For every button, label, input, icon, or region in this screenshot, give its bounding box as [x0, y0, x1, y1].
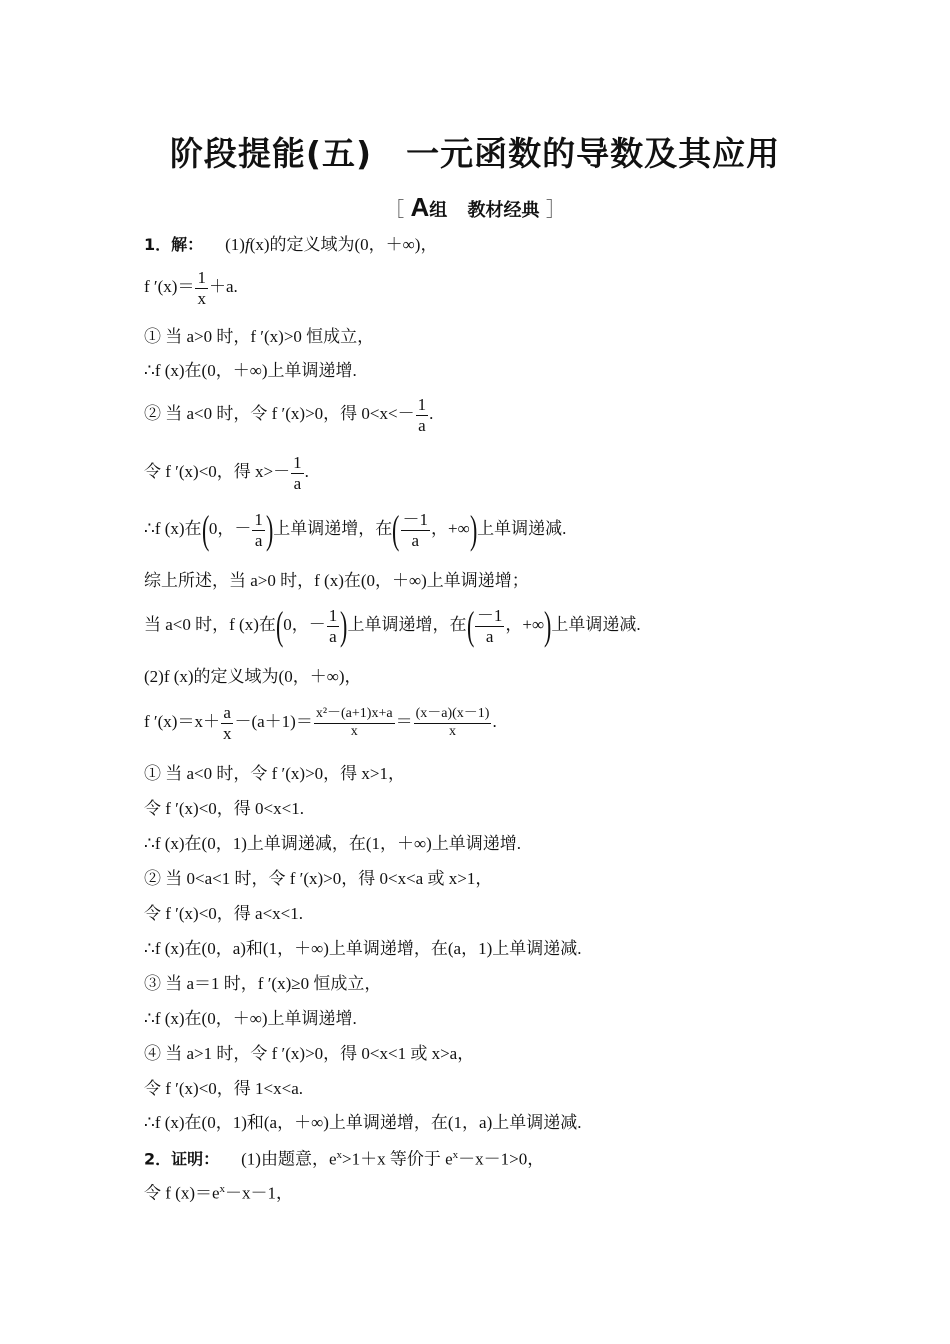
solution-line: 令 f ′(x)<0，得 a<x<1.	[144, 904, 304, 923]
solution-line: ∴f (x)在(0，a)和(1，＋∞)上单调递增，在(a，1)上单调递减.	[144, 939, 582, 958]
solution-line: 1．解： (1)f(x)的定义域为(0，＋∞)，	[144, 235, 438, 254]
fraction: $\frac{1}{a}$	[293, 453, 302, 493]
solution-line: 令 f ′(x)<0，得 x>－ $\frac{1}{a}$ .	[144, 453, 309, 493]
solution-line: 令 f $(x)=e^x-x-1$，	[144, 1183, 294, 1203]
solution-line: ② 当 a<0 时，令 f ′(x)>0，得 0<x<－ $\frac{1}{a}$ .	[144, 395, 434, 435]
solution-line: 令 f ′(x)<0，得 0<x<1.	[144, 799, 304, 818]
page-title	[0, 128, 950, 175]
fraction: $\frac{1}{a}$	[254, 510, 263, 550]
fraction: $\frac{1}{a}$	[328, 606, 338, 646]
solution-line: f ′(x)＝x＋ $\frac{a}{x}$ －(a＋1)＝ $\frac{\text{x²－(a+1)x+a}}{x}$ ＝ $\frac{(x-a)(x-1)}{x}$ .	[144, 703, 497, 743]
solution-line: 令 f ′(x)<0，得 1<x<a.	[144, 1079, 304, 1098]
solution-line: ∴f (x)在(0，－ $\frac{1}{a}$ )上单调递增，在( $\frac{-1}{a}$ ，+∞)上单调递减.	[144, 507, 567, 553]
solution-line: ④ 当 a>1 时，令 f ′(x)>0，得 0<x<1 或 x>a，	[144, 1044, 475, 1063]
solution-line: ∴f (x)在(0，＋∞)上单调递增.	[144, 361, 357, 380]
solution-line: ∴f (x)在(0，1)上单调递减，在(1，＋∞)上单调递增.	[144, 834, 522, 853]
solution-line: ∴f (x)在(0，1)和(a，＋∞)上单调递增，在(1，a)上单调递减.	[144, 1113, 582, 1132]
solution-line: ∴f (x)在(0，＋∞)上单调递增.	[144, 1009, 357, 1028]
solution-line: ① 当 a<0 时，令 f ′(x)>0，得 x>1，	[144, 764, 406, 783]
fraction: $\frac{a}{x}$	[222, 703, 232, 743]
solution-line: ② 当 0<a<1 时，令 f ′(x)>0，得 0<x<a 或 x>1，	[144, 869, 493, 888]
solution-line: 当 a<0 时，f (x)在(0，－ $\frac{1}{a}$ )上单调递增，在( $\frac{-1}{a}$ ，+∞)上单调递减.	[144, 603, 641, 649]
solution-line: f ′(x)＝ $\frac{1}{x}$ ＋a.	[144, 268, 238, 308]
fraction: $\frac{1}{x}$	[197, 268, 206, 308]
title-topic: 一元函数的导数及其应用	[406, 134, 781, 173]
solution-line: (2)f (x)的定义域为(0，＋∞)，	[144, 667, 362, 686]
fraction: $\frac{1}{a}$	[417, 395, 427, 435]
solution-line: ③ 当 a＝1 时，f ′(x)≥0 恒成立，	[144, 974, 382, 993]
section-heading: ［ A组 教材经典 ］	[384, 192, 566, 222]
fraction: $\frac{(x-a)(x-1)}{x}$	[415, 706, 490, 739]
fraction: $\frac{\text{x²－(a+1)x+a}}{x}$	[315, 706, 393, 739]
title-stage: 阶段提能(五)	[169, 134, 373, 173]
solution-line: 综上所述，当 a>0 时，f (x)在(0，＋∞)上单调递增；	[144, 571, 529, 590]
solution-line: 2．证明： (1)由题意，$e^x>1+x$ 等价于 $e^x-x-1>0$，	[144, 1149, 545, 1169]
fraction: $\frac{-1}{a}$	[402, 510, 429, 550]
solution-line: ① 当 a>0 时，f ′(x)>0 恒成立，	[144, 327, 375, 346]
fraction: $\frac{-1}{a}$	[476, 606, 503, 646]
